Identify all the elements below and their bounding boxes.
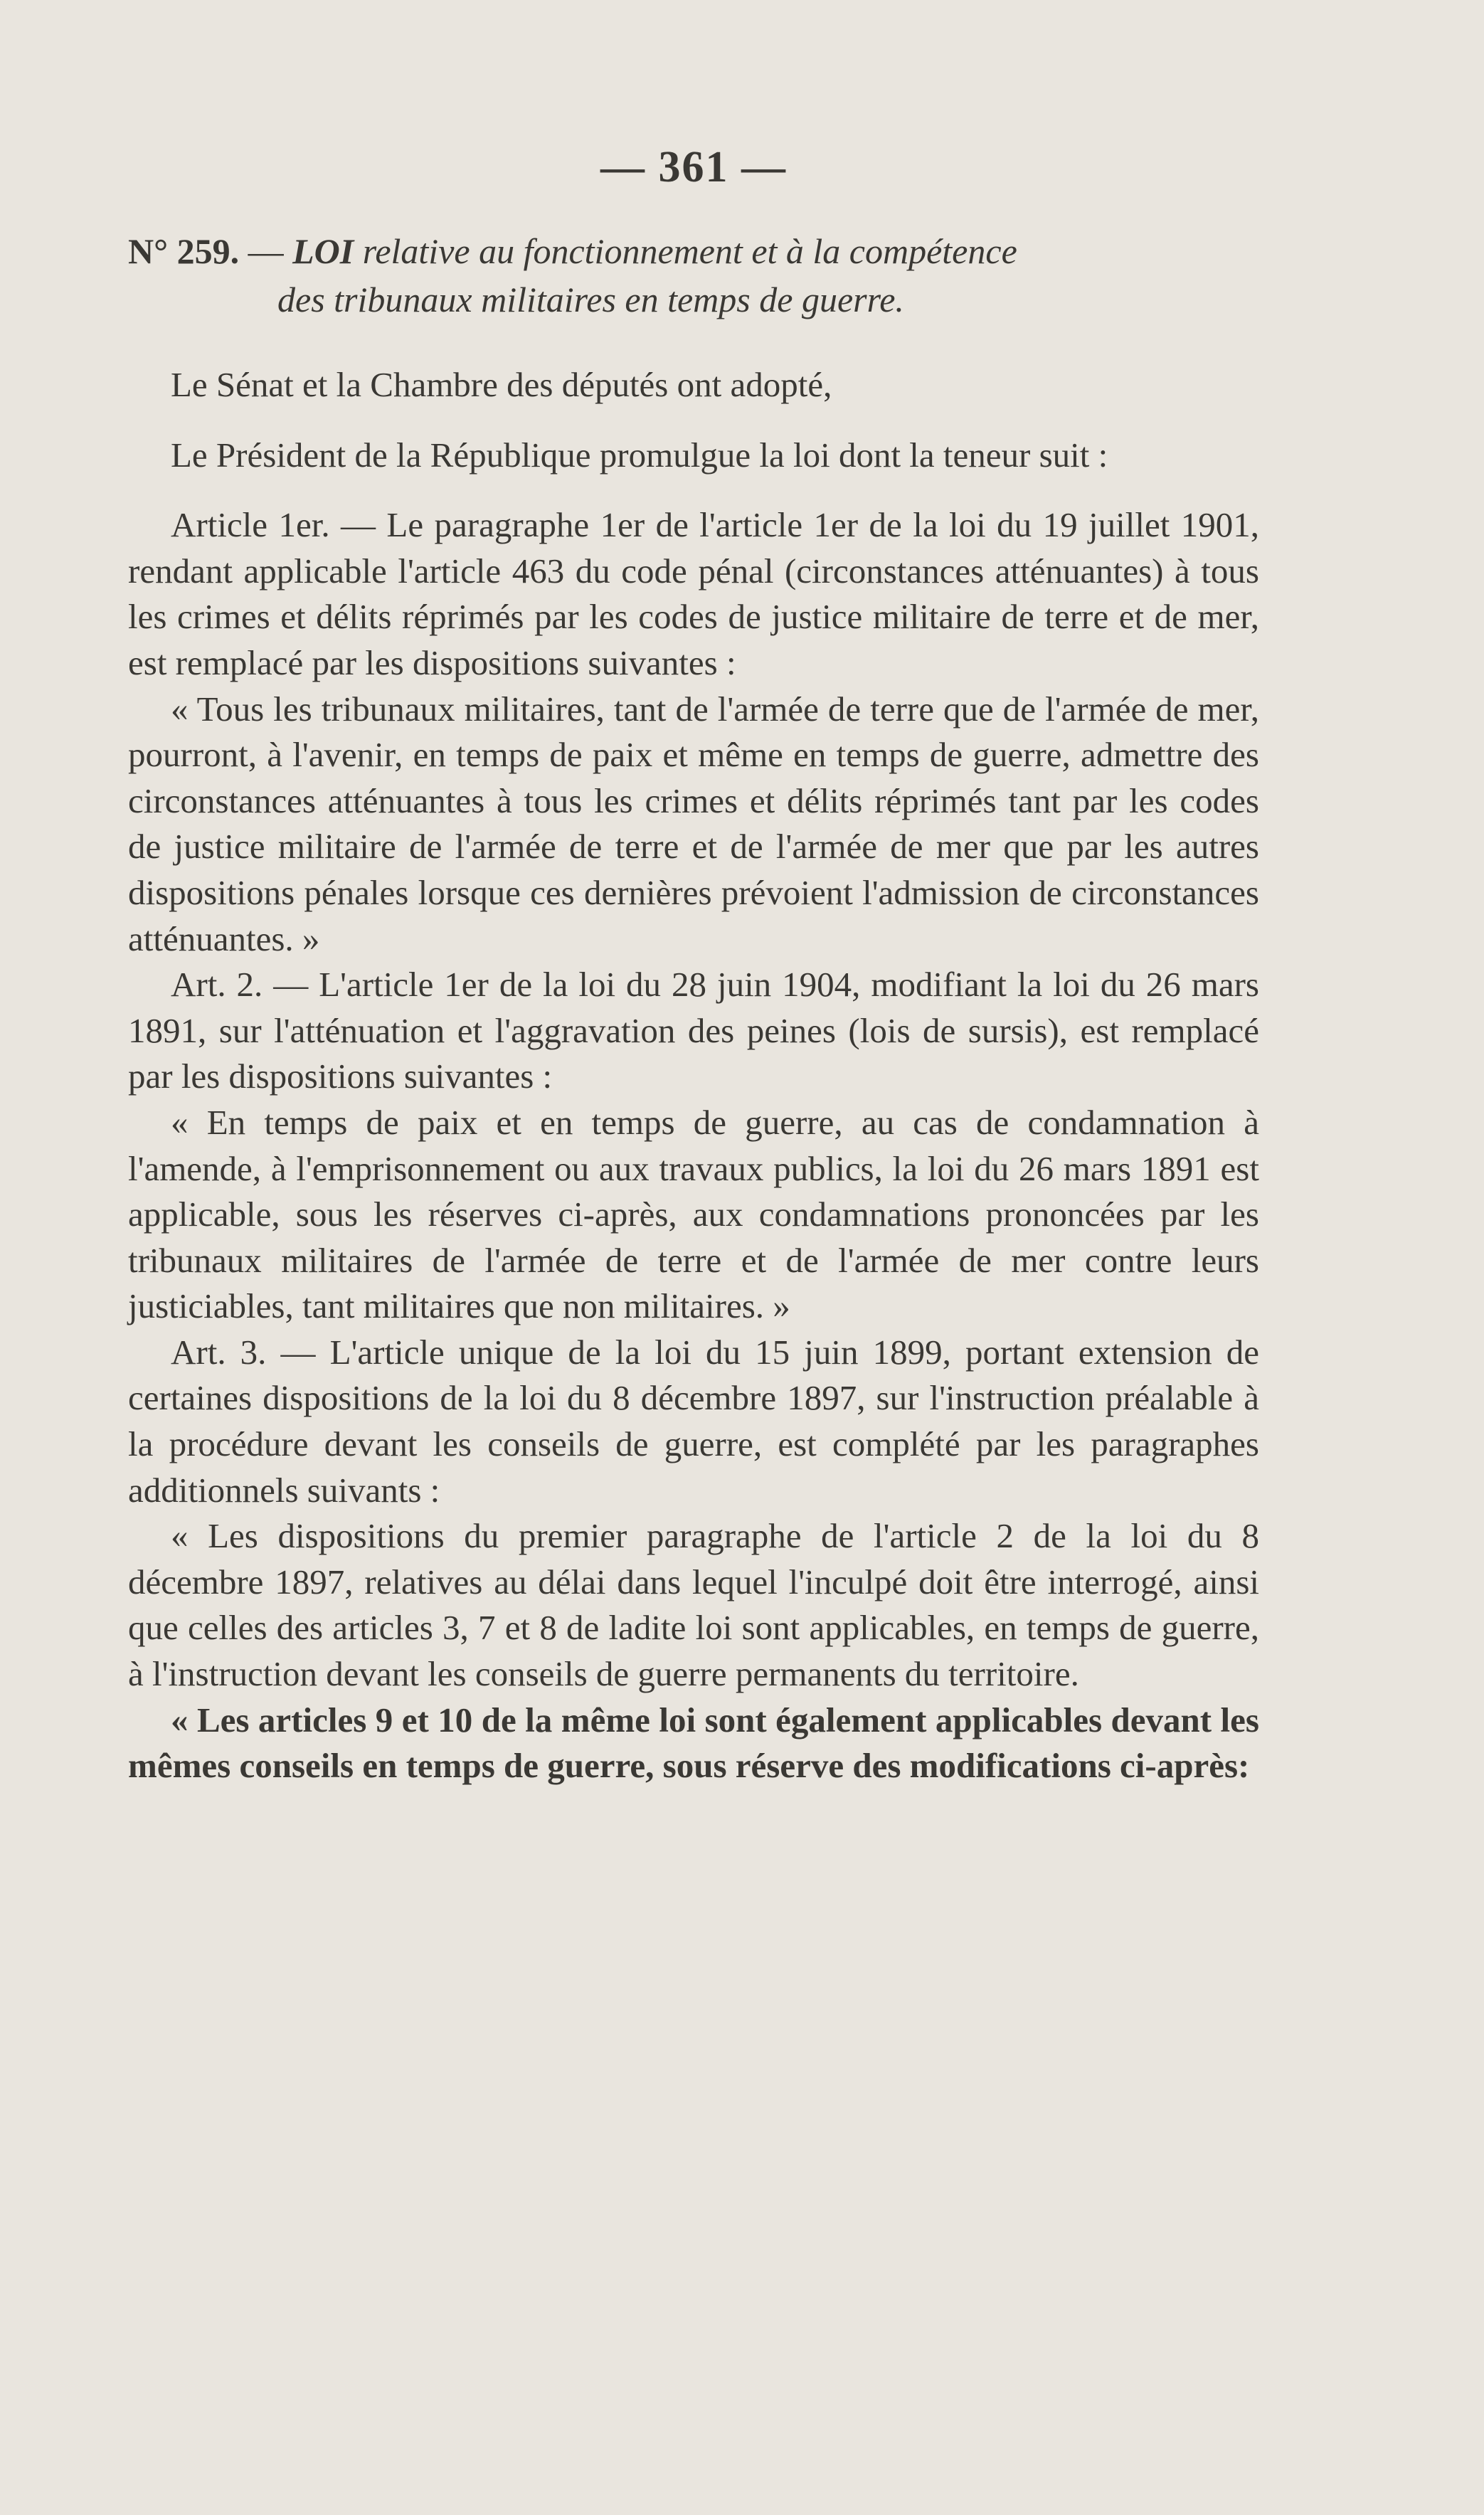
paragraph-article-3: Art. 3. — L'article unique de la loi du 15 juin 1899, portant extension de certaines dispositions de la loi du 8 décembre 1897, sur l'instruction préalable à la procédure devant les conseils de guerre, est complété par les paragraphes additionnels suivants :: [128, 1332, 1259, 1510]
heading-dash: —: [239, 231, 293, 271]
paragraph-article-1-text: « Tous les tribunaux militaires, tant de l'armée de terre que de l'armée de mer, pourront, à l'avenir, en temps de paix et même en temps de guerre, admettre des circonstances atténuantes à tous les crimes et délits réprimés tant par les codes de justice militaire de l'armée de terre et de l'armée de mer que par les autres dispositions pénales lorsque ces dernières prévoient l'admission de circonstances atténuantes. »: [128, 689, 1259, 958]
page-number: — 361 —: [600, 143, 787, 191]
law-heading: [128, 227, 1259, 324]
paragraph-article-2: Art. 2. — L'article 1er de la loi du 28 juin 1904, modifiant la loi du 26 mars 1891, sur l'atténuation et l'aggravation des peines (lois de sursis), est remplacé par les dispositions suivantes :: [128, 965, 1259, 1096]
paragraph-article-1: Article 1er. — Le paragraphe 1er de l'article 1er de la loi du 19 juillet 1901, rendant applicable l'article 463 du code pénal (circonstances atténuantes) à tous les crimes et délits réprimés par les codes de justice militaire de terre et de mer, est remplacé par les dispositions suivantes :: [128, 505, 1259, 682]
law-title-line1: relative au fonctionnement et à la compétence: [354, 231, 1017, 271]
paragraph-article-3-text-1: « Les dispositions du premier paragraphe de l'article 2 de la loi du 8 décembre 1897, relatives au délai dans lequel l'inculpé doit être interrogé, ainsi que celles des articles 3, 7 et 8 de ladite loi sont applicables, en temps de guerre, à l'instruction devant les conseils de guerre permanents du territoire.: [128, 1516, 1259, 1694]
document-page: [128, 142, 1259, 1789]
paragraph-article-3-text-2: « Les articles 9 et 10 de la même loi sont également applicables devant les mêmes conseils en temps de guerre, sous réserve des modifications ci-après:: [128, 1700, 1259, 1786]
law-title-line2: des tribunaux militaires en temps de guerre.: [277, 280, 904, 319]
law-keyword: LOI: [292, 231, 354, 271]
paragraph-promulgation: Le Président de la République promulgue la loi dont la teneur suit :: [171, 435, 1108, 475]
law-number: N° 259.: [128, 231, 240, 271]
paragraph-adoption: Le Sénat et la Chambre des députés ont adopté,: [171, 365, 832, 404]
paragraph-article-2-text: « En temps de paix et en temps de guerre, au cas de condamnation à l'amende, à l'emprisonnement ou aux travaux publics, la loi du 26 mars 1891 est applicable, sous les réserves ci-après, aux condamnations prononcées par les tribunaux militaires de l'armée de terre et de l'armée de mer contre leurs justiciables, tant militaires que non militaires. »: [128, 1102, 1259, 1326]
